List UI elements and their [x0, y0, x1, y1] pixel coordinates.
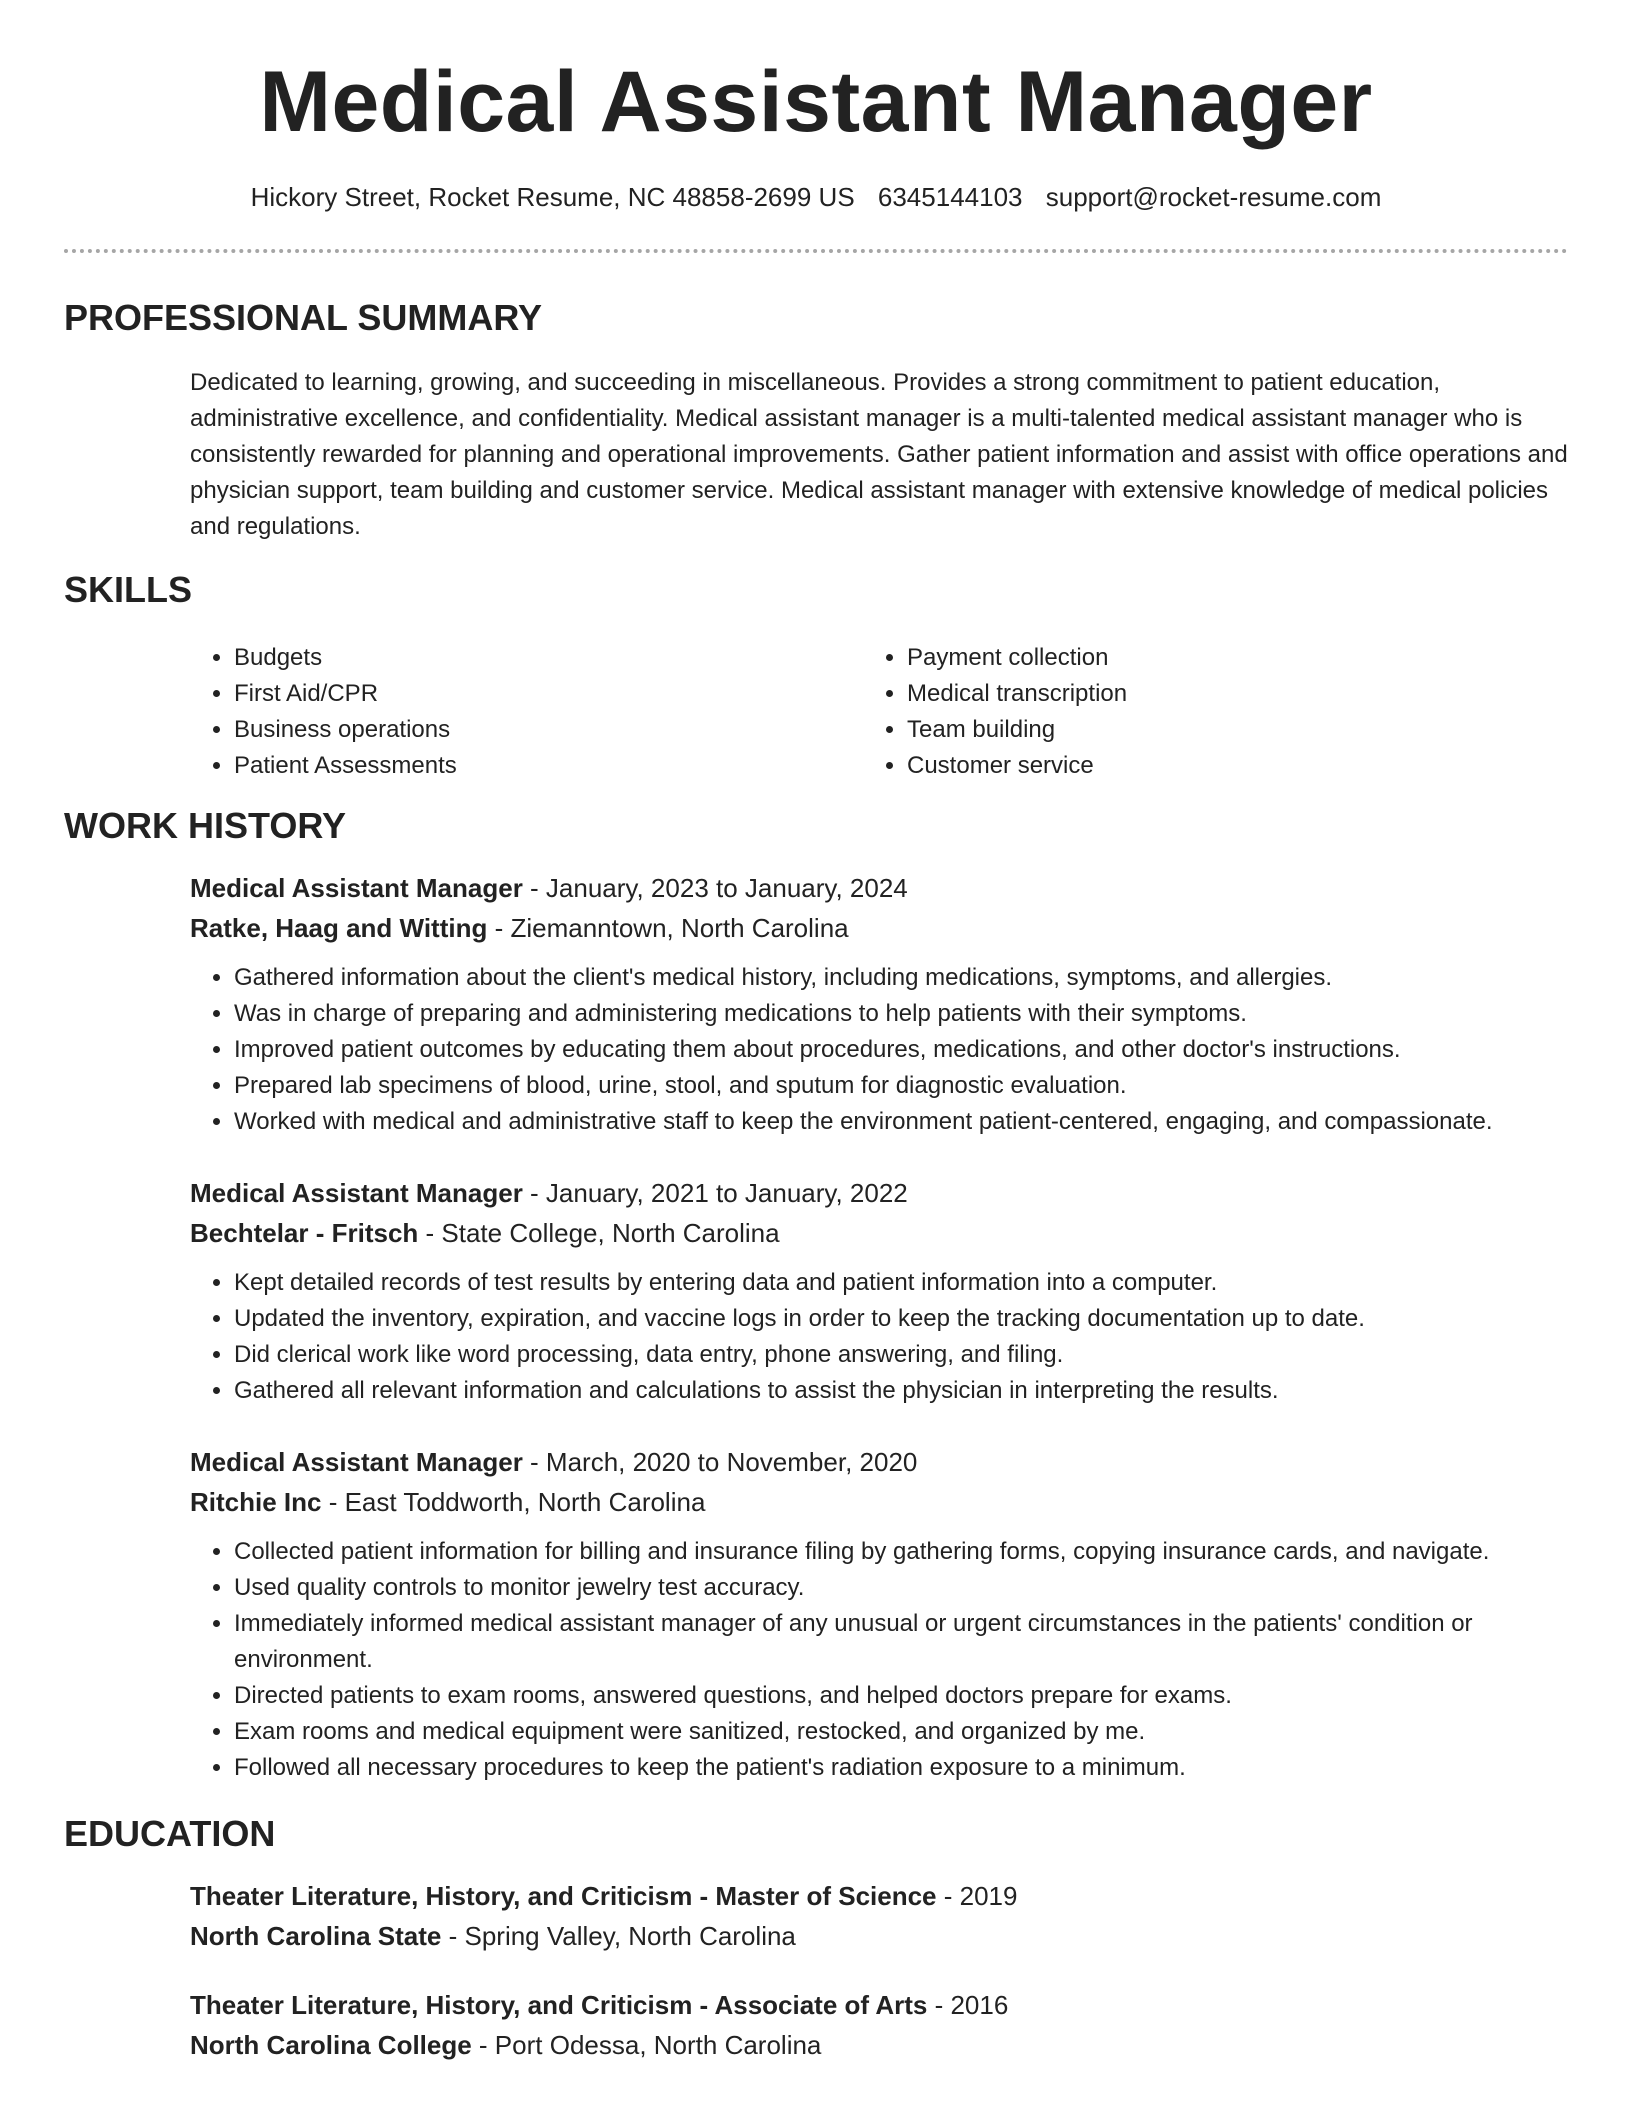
education-school: North Carolina State — [190, 1921, 442, 1951]
contact-line — [0, 180, 1632, 214]
job-title: Medical Assistant Manager — [190, 873, 523, 903]
job-bullet: • Immediately informed medical assistant manager of any unusual or urgent circumstances in the patients' condition or environment. — [234, 1606, 1570, 1678]
education-degree-line — [190, 1876, 1570, 1916]
job-company-line — [190, 1482, 1570, 1522]
job-bullet: • Improved patient outcomes by educating them about procedures, medications, and other doctor's instructions. — [234, 1032, 1570, 1068]
education-year: - 2016 — [927, 1990, 1009, 2020]
job-dates: - March, 2020 to November, 2020 — [522, 1447, 918, 1477]
contact-address: Hickory Street, Rocket Resume, NC 48858-2699 US — [250, 182, 855, 212]
job-title-line — [190, 868, 1570, 908]
job-location: - State College, North Carolina — [418, 1218, 780, 1248]
job-bullets — [190, 1265, 1570, 1409]
skill-item: • Payment collection — [907, 640, 1563, 676]
job-title: Medical Assistant Manager — [190, 1447, 523, 1477]
job-bullets — [190, 960, 1570, 1140]
job-bullet: • Prepared lab specimens of blood, urine, stool, and sputum for diagnostic evaluation. — [234, 1068, 1570, 1104]
job-location: - Ziemanntown, North Carolina — [487, 913, 849, 943]
skill-item: • Customer service — [907, 748, 1563, 784]
job-bullet: • Collected patient information for billing and insurance filing by gathering forms, copying insurance cards, and navigate. — [234, 1534, 1570, 1570]
education-year: - 2019 — [936, 1881, 1018, 1911]
job-company: Bechtelar - Fritsch — [190, 1218, 419, 1248]
skill-item: • Team building — [907, 712, 1563, 748]
header-divider — [64, 249, 1568, 253]
job-bullet: • Gathered all relevant information and calculations to assist the physician in interpreting the results. — [234, 1373, 1570, 1409]
job-entry — [190, 1173, 1570, 1409]
job-location: - East Toddworth, North Carolina — [321, 1487, 706, 1517]
section-title-work: WORK HISTORY — [64, 805, 347, 846]
job-entry — [190, 1442, 1570, 1786]
job-entry — [190, 868, 1570, 1140]
job-bullet: • Gathered information about the client's medical history, including medications, symptoms, and allergies. — [234, 960, 1570, 996]
education-school-line — [190, 2025, 1570, 2065]
skill-item: • First Aid/CPR — [234, 676, 850, 712]
job-bullet: • Exam rooms and medical equipment were sanitized, restocked, and organized by me. — [234, 1714, 1570, 1750]
job-dates: - January, 2023 to January, 2024 — [522, 873, 908, 903]
job-title: Medical Assistant Manager — [190, 1178, 523, 1208]
summary-text: Dedicated to learning, growing, and succeeding in miscellaneous. Provides a strong commitment to patient education, administrative excellence, and confidentiality. Medical assistant manager is a multi-talented medical assistant manager who is consistently rewarded for planning and operational improvements. Gather patient information and assist with office operations and physician support, team building and customer service. Medical assistant manager with extensive knowledge of medical policies and regulations. — [190, 369, 1568, 540]
education-school-line — [190, 1916, 1570, 1956]
job-company-line — [190, 908, 1570, 948]
education-location: - Port Odessa, North Carolina — [471, 2030, 822, 2060]
education-school: North Carolina College — [190, 2030, 472, 2060]
job-bullet: • Used quality controls to monitor jewelry test accuracy. — [234, 1570, 1570, 1606]
education-degree: Theater Literature, History, and Criticism - Associate of Arts — [190, 1990, 928, 2020]
education-location: - Spring Valley, North Carolina — [441, 1921, 796, 1951]
job-bullet: • Followed all necessary procedures to keep the patient's radiation exposure to a minimum. — [234, 1750, 1570, 1786]
education-entry — [190, 1985, 1570, 2065]
job-company: Ratke, Haag and Witting — [190, 913, 488, 943]
job-bullet: • Updated the inventory, expiration, and vaccine logs in order to keep the tracking documentation up to date. — [234, 1301, 1570, 1337]
education-degree: Theater Literature, History, and Criticism - Master of Science — [190, 1881, 937, 1911]
skill-item: • Medical transcription — [907, 676, 1563, 712]
job-bullet: • Directed patients to exam rooms, answered questions, and helped doctors prepare for exams. — [234, 1678, 1570, 1714]
skills-column-right — [863, 640, 1563, 784]
skills-column-left — [190, 640, 850, 784]
education-degree-line — [190, 1985, 1570, 2025]
job-bullet: • Worked with medical and administrative staff to keep the environment patient-centered, engaging, and compassionate. — [234, 1104, 1570, 1140]
section-title-education: EDUCATION — [64, 1813, 276, 1854]
job-dates: - January, 2021 to January, 2022 — [522, 1178, 908, 1208]
skill-item: • Patient Assessments — [234, 748, 850, 784]
skill-item: • Business operations — [234, 712, 850, 748]
job-company-line — [190, 1213, 1570, 1253]
job-bullet: • Kept detailed records of test results by entering data and patient information into a computer. — [234, 1265, 1570, 1301]
job-bullets — [190, 1534, 1570, 1786]
contact-email: support@rocket-resume.com — [1045, 182, 1382, 212]
job-title-line — [190, 1442, 1570, 1482]
job-title-line — [190, 1173, 1570, 1213]
job-bullet: • Was in charge of preparing and administering medications to help patients with their symptoms. — [234, 996, 1570, 1032]
job-company: Ritchie Inc — [190, 1487, 322, 1517]
education-entry — [190, 1876, 1570, 1956]
skill-item: • Budgets — [234, 640, 850, 676]
section-title-skills: SKILLS — [64, 569, 193, 610]
contact-phone: 6345144103 — [877, 182, 1023, 212]
section-title-summary: PROFESSIONAL SUMMARY — [64, 297, 543, 338]
job-bullet: • Did clerical work like word processing, data entry, phone answering, and filing. — [234, 1337, 1570, 1373]
resume-name: Medical Assistant Manager — [259, 54, 1373, 150]
